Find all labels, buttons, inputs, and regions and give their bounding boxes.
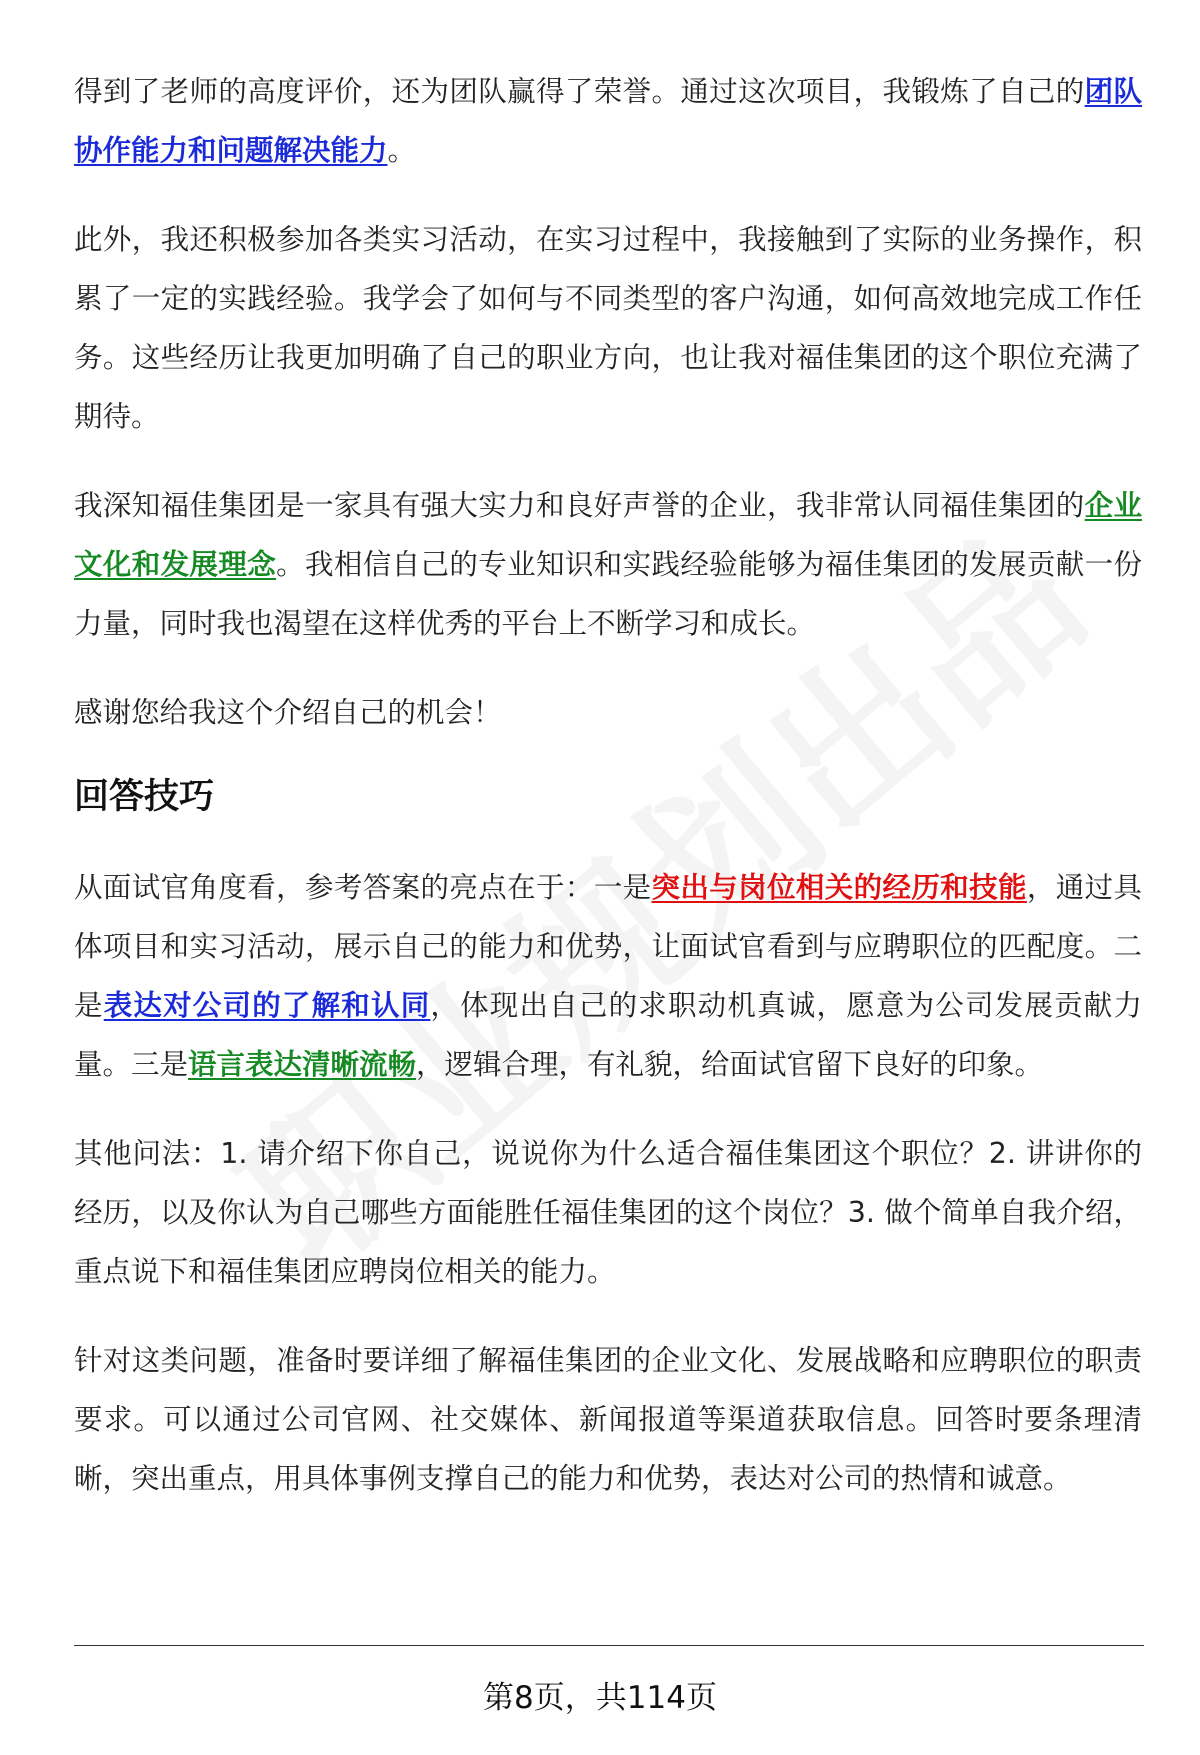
paragraph-project-result bbox=[74, 62, 1142, 180]
paragraph-preparation-advice bbox=[74, 1331, 1142, 1508]
paragraph-internship bbox=[74, 210, 1142, 446]
paragraph-thanks bbox=[74, 683, 1142, 742]
footer-divider bbox=[74, 1645, 1144, 1646]
document-body bbox=[74, 62, 1142, 1538]
paragraph-text: ，体现出自己的求职动机真诚，愿意为公司发展贡献力量。三是 bbox=[74, 989, 1142, 1081]
highlight-relevant-experience: 突出与岗位相关的经历和技能 bbox=[651, 871, 1027, 904]
highlight-company-understanding: 表达对公司的了解和认同 bbox=[103, 989, 431, 1022]
paragraph-text: 感谢您给我这个介绍自己的机会！ bbox=[74, 696, 502, 729]
paragraph-text: 针对这类问题，准备时要详细了解福佳集团的企业文化、发展战略和应聘职位的职责要求。可以通过公司官网、社交媒体、新闻报道等渠道获取信息。回答时要条理清晰，突出重点，用具体事例支撑自己的能力和优势，表达对公司的热情和诚意。 bbox=[74, 1344, 1142, 1495]
highlight-corporate-culture: 企业文化和发展理念 bbox=[74, 489, 1142, 581]
paragraph-text: 从面试官角度看，参考答案的亮点在于：一是 bbox=[74, 871, 652, 904]
paragraph-company-recognition bbox=[74, 476, 1142, 653]
highlight-teamwork-ability: 团队协作能力和问题解决能力 bbox=[74, 75, 1142, 167]
paragraph-text: ，逻辑合理，有礼貌，给面试官留下良好的印象。 bbox=[416, 1048, 1044, 1081]
paragraph-text: ，通过具体项目和实习活动，展示自己的能力和优势，让面试官看到与应聘职位的匹配度。二是 bbox=[74, 871, 1142, 1022]
paragraph-other-questions bbox=[74, 1124, 1142, 1301]
paragraph-highlights bbox=[74, 858, 1142, 1094]
page-number: 第8页，共114页 bbox=[483, 1680, 717, 1716]
paragraph-text: 得到了老师的高度评价，还为团队赢得了荣誉。通过这次项目，我锻炼了自己的 bbox=[74, 75, 1085, 108]
paragraph-text: 此外，我还积极参加各类实习活动，在实习过程中，我接触到了实际的业务操作，积累了一定的实践经验。我学会了如何与不同类型的客户沟通，如何高效地完成工作任务。这些经历让我更加明确了自己的职业方向，也让我对福佳集团的这个职位充满了期待。 bbox=[74, 223, 1142, 433]
section-heading-answer-tips: 回答技巧 bbox=[74, 777, 215, 817]
paragraph-text: 我深知福佳集团是一家具有强大实力和良好声誉的企业，我非常认同福佳集团的 bbox=[74, 489, 1085, 522]
paragraph-text: 其他问法：1. 请介绍下你自己，说说你为什么适合福佳集团这个职位？2. 讲讲你的经历，以及你认为自己哪些方面能胜任福佳集团的这个岗位？3. 做个简单自我介绍，重点说下和福佳集团应聘岗位相关的能力。 bbox=[74, 1137, 1142, 1288]
paragraph-text: 。 bbox=[387, 134, 417, 167]
paragraph-text: 。我相信自己的专业知识和实践经验能够为福佳集团的发展贡献一份力量，同时我也渴望在这样优秀的平台上不断学习和成长。 bbox=[74, 548, 1142, 640]
highlight-clear-expression: 语言表达清晰流畅 bbox=[188, 1048, 417, 1081]
